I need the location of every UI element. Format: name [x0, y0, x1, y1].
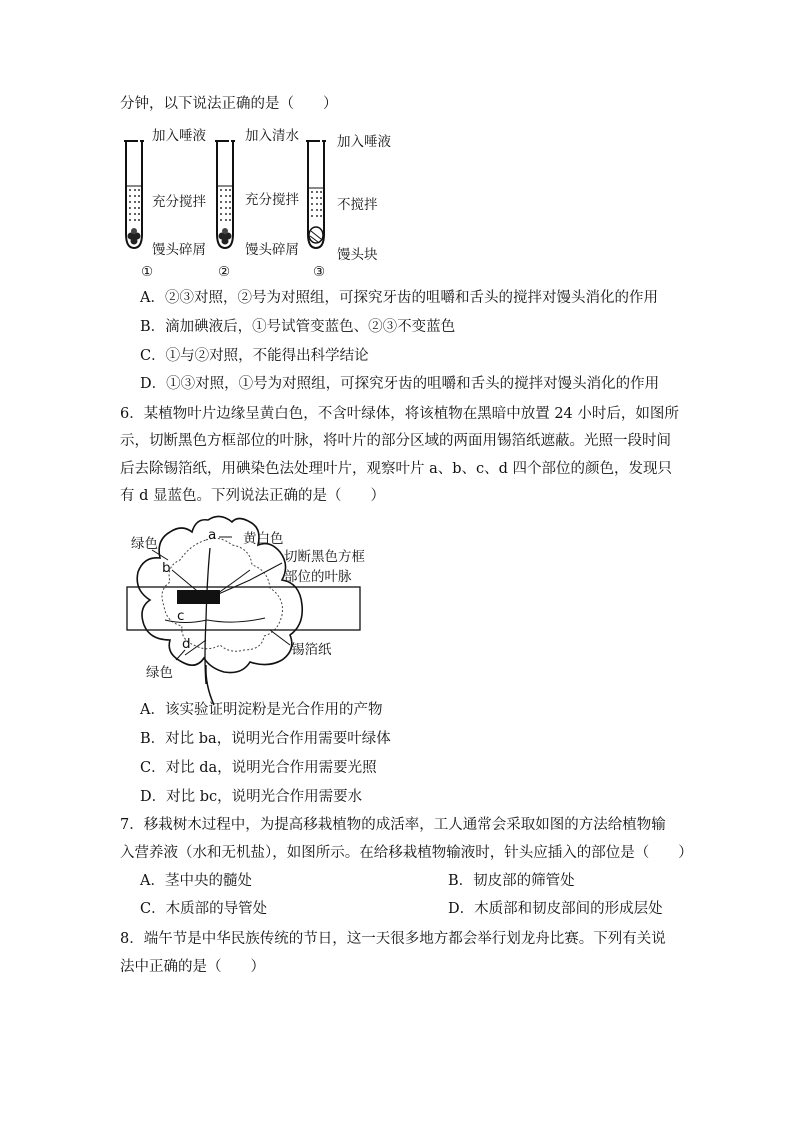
tube-2-middle-label: 充分搅拌 — [245, 192, 299, 208]
q7-option-d[interactable]: D．木质部和韧皮部间的形成层处 — [448, 901, 663, 917]
q6-stem-line-2: 示，切断黑色方框部位的叶脉，将叶片的部分区域的两面用锡箔纸遮蔽。光照一段时间 — [120, 433, 671, 449]
q6-option-a[interactable]: A．该实验证明淀粉是光合作用的产物 — [140, 702, 383, 718]
q6-option-b[interactable]: B．对比 ba，说明光合作用需要叶绿体 — [140, 731, 391, 747]
label-yellow-white: 黄白色 — [243, 531, 284, 547]
black-cut-box — [177, 590, 220, 604]
label-c: c — [177, 608, 185, 624]
q7-option-c[interactable]: C．木质部的导管处 — [140, 901, 268, 917]
q7-option-a[interactable]: A．茎中央的髓处 — [140, 873, 252, 889]
tube-3-middle-label: 不搅拌 — [337, 197, 378, 213]
tube-2-bottom-label: 馒头碎屑 — [245, 242, 299, 258]
tube-2-top-label: 加入清水 — [245, 128, 299, 144]
label-green-bottom: 绿色 — [146, 665, 173, 681]
q5-stem-tail: 分钟，以下说法正确的是（ ） — [120, 96, 338, 112]
q5-option-c[interactable]: C．①与②对照，不能得出科学结论 — [140, 348, 369, 364]
q7-stem-line-1: 7．移栽树木过程中，为提高移栽植物的成活率，工人通常会采取如图的方法给植物输 — [120, 817, 666, 833]
tube-3-top-label: 加入唾液 — [337, 134, 391, 150]
q5-option-a[interactable]: A．②③对照，②号为对照组，可探究牙齿的咀嚼和舌头的搅拌对馒头消化的作用 — [140, 290, 658, 306]
tube-2-number: ② — [218, 264, 231, 280]
q6-stem-line-4: 有 d 显蓝色。下列说法正确的是（ ） — [120, 488, 385, 504]
q6-stem-line-3: 后去除锡箔纸，用碘染色法处理叶片，观察叶片 a、b、c、d 四个部位的颜色，发现只 — [120, 461, 673, 477]
label-vein-line-2: 部位的叶脉 — [284, 569, 352, 585]
q8-stem-line-2: 法中正确的是（ ） — [120, 959, 265, 975]
label-a: a — [208, 527, 217, 543]
label-vein-line-1: 切断黑色方框 — [284, 549, 365, 565]
q7-stem-line-2: 入营养液（水和无机盐），如图所示。在给移栽植物输液时，针头应插入的部位是（ ） — [120, 845, 693, 861]
q6-option-d[interactable]: D．对比 bc，说明光合作用需要水 — [140, 789, 363, 805]
tube-1-top-label: 加入唾液 — [152, 128, 206, 144]
tube-1-middle-label: 充分搅拌 — [152, 194, 206, 210]
q5-option-b[interactable]: B．滴加碘液后，①号试管变蓝色、②③不变蓝色 — [140, 319, 456, 335]
q7-option-b[interactable]: B．韧皮部的筛管处 — [448, 873, 575, 889]
label-b: b — [162, 560, 171, 576]
tube-3-number: ③ — [313, 264, 326, 280]
q6-option-c[interactable]: C．对比 da，说明光合作用需要光照 — [140, 760, 377, 776]
tube-1-number: ① — [141, 264, 154, 280]
q6-stem-line-1: 6．某植物叶片边缘呈黄白色，不含叶绿体，将该植物在黑暗中放置 24 小时后，如图所 — [120, 406, 679, 422]
label-tin-foil: 锡箔纸 — [291, 642, 332, 658]
tube-1-bottom-label: 馒头碎屑 — [152, 242, 206, 258]
label-green-top: 绿色 — [131, 536, 158, 552]
q5-option-d[interactable]: D．①③对照，①号为对照组，可探究牙齿的咀嚼和舌头的搅拌对馒头消化的作用 — [140, 376, 660, 392]
q8-stem-line-1: 8．端午节是中华民族传统的节日，这一天很多地方都会举行划龙舟比赛。下列有关说 — [120, 931, 666, 947]
label-d: d — [182, 636, 191, 652]
tube-3-bottom-label: 馒头块 — [337, 247, 378, 263]
